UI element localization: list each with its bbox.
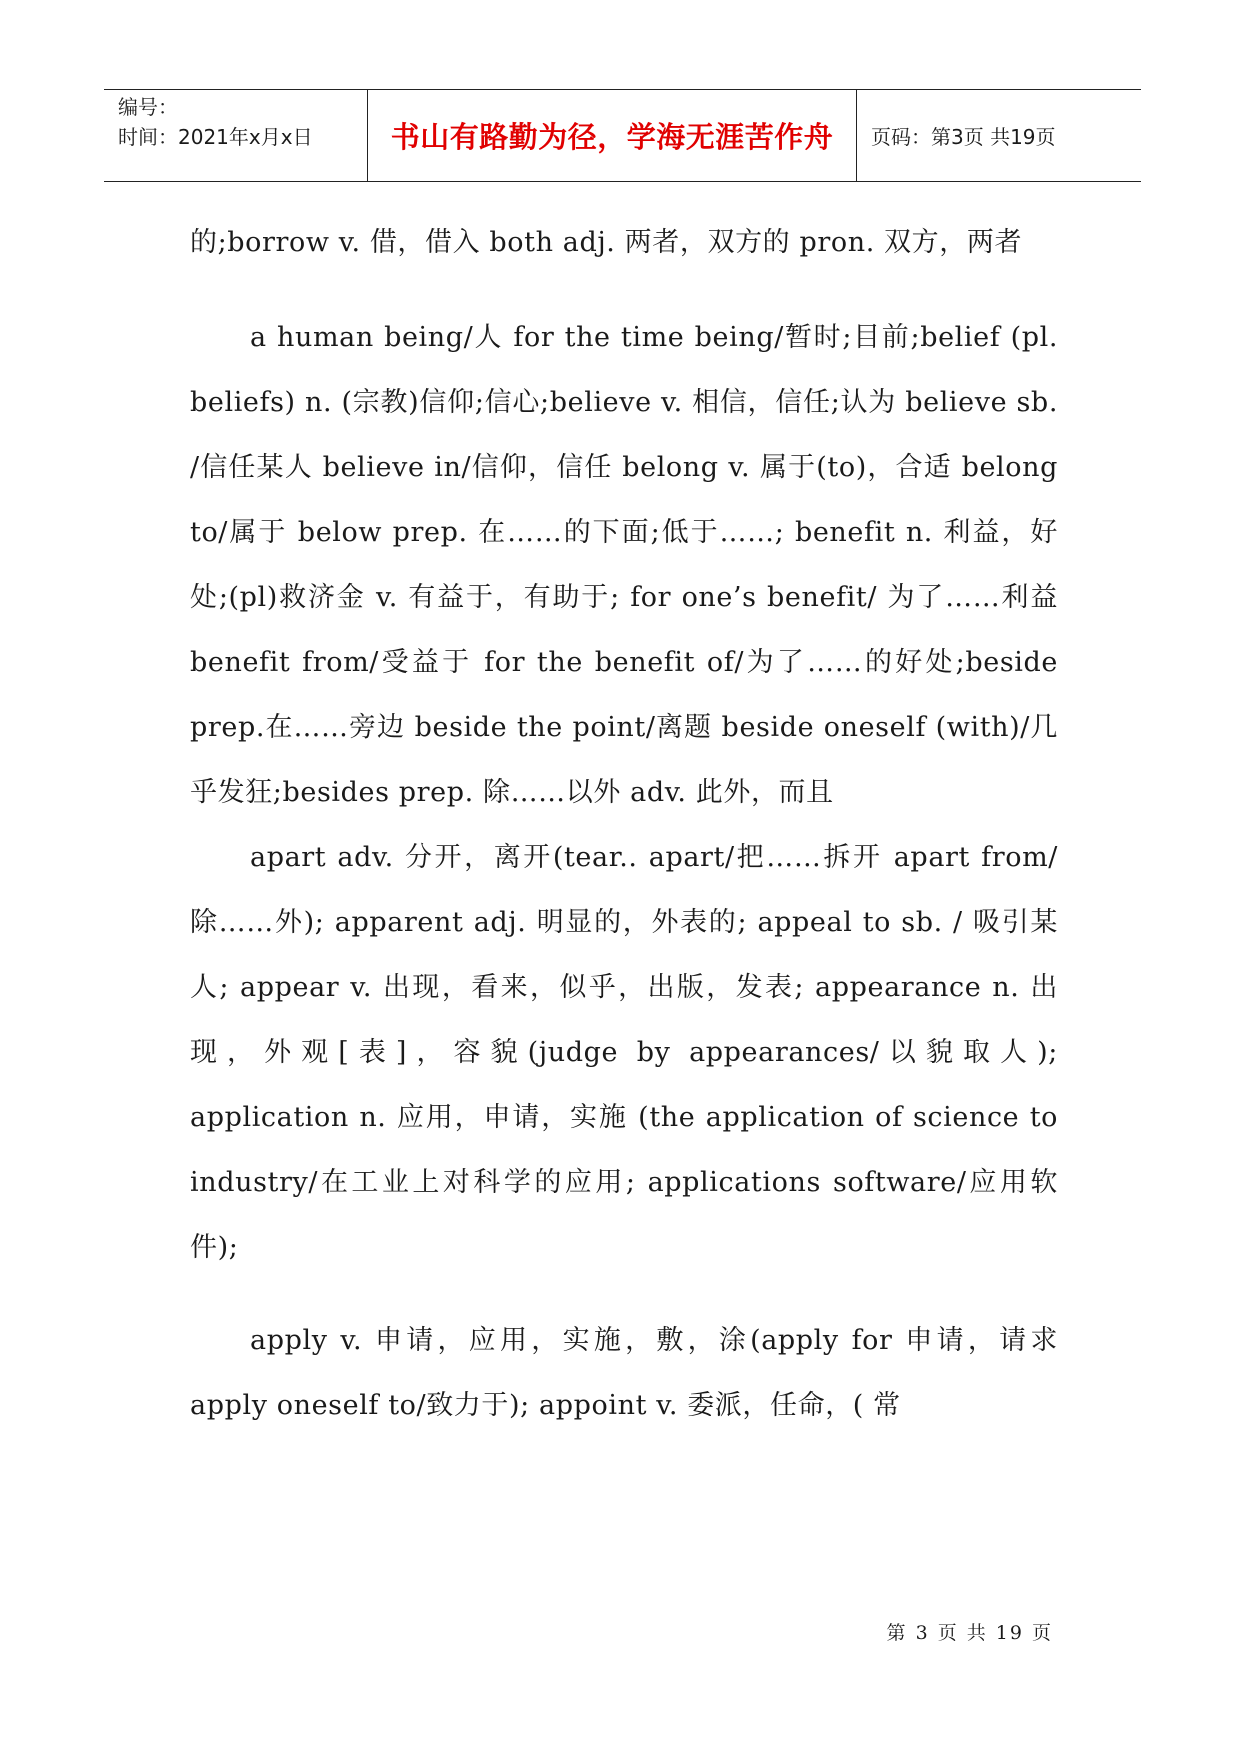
page-footer: 第 3 页 共 19 页 bbox=[886, 1622, 1053, 1644]
header-page-code: 页码：第3页 共19页 bbox=[871, 125, 1056, 149]
body-paragraph: 的;borrow v. 借，借入 both adj. 两者，双方的 pron. 双方，两者 bbox=[190, 227, 1023, 258]
header-motto: 书山有路勤为径，学海无涯苦作舟 bbox=[390, 120, 834, 154]
header-info-cell bbox=[104, 90, 368, 181]
page-header bbox=[104, 89, 1141, 182]
header-motto-cell bbox=[368, 90, 857, 181]
document-number-label: 编号： bbox=[118, 95, 178, 119]
document-body bbox=[190, 210, 1058, 1438]
body-paragraph: a human being/人 for the time being/暂时;目前;belief (pl. beliefs) n. (宗教)信仰;信心;believe v. 相信，信任;认为 believe sb. /信任某人 believe in/信仰，信任 belong v. 属于(to)，合适 belong to/属于 below prep. 在……的下面;低于……; benefit n. 利益，好处;(pl)救济金 v. 有益于，有助于; for one’s benefit/ 为了……利益 benefit from/受益于 for the benefit of/为了……的好处;beside prep.在……旁边 beside the point/离题 beside oneself (with)/几乎发狂;besides prep. 除……以外 adv. 此外，而且 bbox=[190, 322, 1058, 808]
header-page-cell bbox=[857, 90, 1141, 181]
body-paragraph: apply v. 申请，应用，实施，敷，涂(apply for 申请，请求 apply oneself to/致力于); appoint v. 委派，任命，( 常 bbox=[190, 1325, 1058, 1421]
body-paragraph: apart adv. 分开，离开(tear.. apart/把……拆开 apart from/除……外); apparent adj. 明显的，外表的; appeal to sb. / 吸引某人; appear v. 出现，看来，似乎，出版，发表; appearance n. 出现，外观[表]，容貌(judge by appearances/以貌取人); application n. 应用，申请，实施 (the application of science to industry/在工业上对科学的应用; applications software/应用软件); bbox=[190, 842, 1058, 1263]
document-time-label: 时间：2021年x月x日 bbox=[118, 125, 313, 149]
